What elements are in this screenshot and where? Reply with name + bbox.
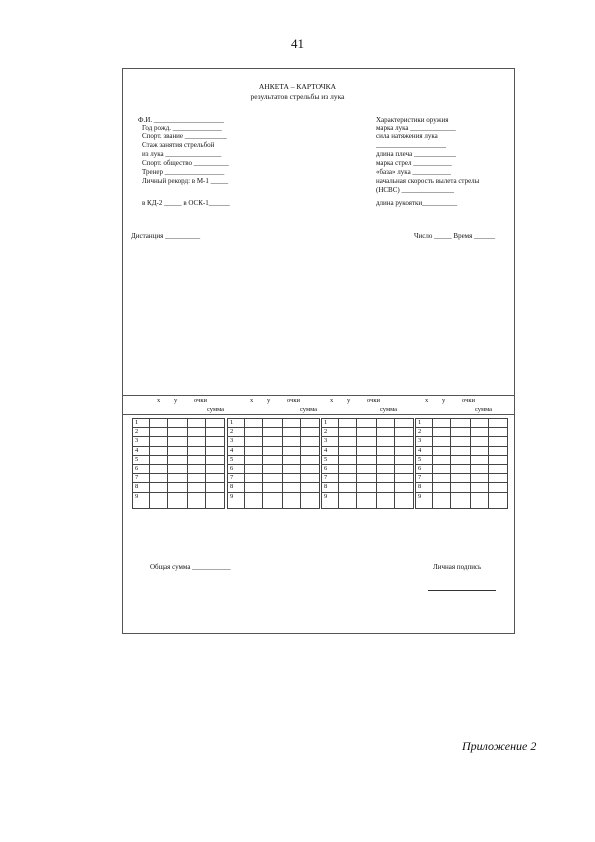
score-cell	[168, 474, 188, 483]
score-cell	[168, 419, 188, 428]
personal-field-3: Стаж занятия стрельбой	[142, 141, 215, 149]
table-row	[322, 483, 414, 492]
header-x-2: х	[250, 397, 254, 404]
row-number: 3	[322, 437, 339, 446]
row-number: 9	[322, 492, 339, 508]
score-cell	[471, 437, 489, 446]
score-cell	[206, 464, 225, 473]
score-cell	[283, 419, 301, 428]
row-number: 1	[416, 419, 433, 428]
score-cell	[377, 437, 395, 446]
row-number: 1	[133, 419, 150, 428]
score-cell	[377, 492, 395, 508]
score-cell	[263, 455, 283, 464]
score-cell	[150, 428, 168, 437]
score-cell	[433, 455, 451, 464]
score-cell	[357, 464, 377, 473]
row-number: 5	[133, 455, 150, 464]
row-number: 1	[228, 419, 245, 428]
row-number: 2	[416, 428, 433, 437]
row-number: 4	[322, 446, 339, 455]
score-cell	[395, 483, 414, 492]
score-cell	[188, 455, 206, 464]
table-row	[133, 464, 225, 473]
header-sum-3: сумма	[380, 406, 398, 413]
personal-field-7: Личный рекорд: в М-1 _____	[142, 177, 229, 185]
score-cell	[357, 483, 377, 492]
personal-field-2: Спорт. звание ____________	[142, 132, 227, 140]
score-cell	[489, 419, 508, 428]
score-cell	[451, 492, 471, 508]
score-cell	[451, 428, 471, 437]
score-cell	[168, 455, 188, 464]
total-sum-field: Общая сумма ___________	[150, 563, 231, 571]
table-row	[416, 492, 508, 508]
table-row	[322, 419, 414, 428]
header-x-4: х	[425, 397, 429, 404]
table-row	[322, 428, 414, 437]
score-cell	[395, 419, 414, 428]
weapon-field-4: длина плеча ____________	[376, 150, 456, 158]
row-number: 8	[322, 483, 339, 492]
card-title: АНКЕТА – КАРТОЧКА	[258, 82, 337, 91]
score-cell	[301, 419, 320, 428]
score-cell	[433, 419, 451, 428]
row-number: 8	[416, 483, 433, 492]
score-cell	[206, 419, 225, 428]
score-cell	[471, 483, 489, 492]
row-number: 1	[322, 419, 339, 428]
score-cell	[168, 437, 188, 446]
table-row	[322, 437, 414, 446]
score-cell	[245, 483, 263, 492]
score-cell	[489, 428, 508, 437]
weapon-field-1: марка лука _____________	[376, 124, 456, 132]
row-number: 6	[133, 464, 150, 473]
weapon-field-6: «база» лука ___________	[376, 168, 451, 176]
score-cell	[283, 492, 301, 508]
row-number: 4	[228, 446, 245, 455]
header-y-4: у	[442, 397, 446, 404]
row-number: 5	[228, 455, 245, 464]
score-cell	[263, 446, 283, 455]
weapon-field-5: марка стрел ___________	[376, 159, 452, 167]
row-number: 4	[416, 446, 433, 455]
score-cell	[433, 483, 451, 492]
score-cell	[283, 483, 301, 492]
table-row	[228, 483, 320, 492]
score-table-2	[227, 418, 320, 509]
table-row	[133, 437, 225, 446]
score-cell	[377, 455, 395, 464]
score-cell	[188, 437, 206, 446]
score-cell	[150, 464, 168, 473]
score-cell	[489, 492, 508, 508]
score-cell	[357, 437, 377, 446]
row-number: 4	[133, 446, 150, 455]
distance-field: Дистанция __________	[131, 232, 201, 240]
header-x-3: х	[330, 397, 334, 404]
score-cell	[283, 464, 301, 473]
row-number: 5	[416, 455, 433, 464]
score-cell	[471, 455, 489, 464]
score-cell	[188, 464, 206, 473]
table-row	[133, 455, 225, 464]
score-cell	[245, 446, 263, 455]
score-cell	[489, 474, 508, 483]
table-row	[322, 492, 414, 508]
score-cell	[489, 464, 508, 473]
score-cell	[245, 492, 263, 508]
score-cell	[188, 428, 206, 437]
header-points-2: очки	[287, 397, 300, 404]
header-sum-2: сумма	[300, 406, 318, 413]
score-cell	[357, 446, 377, 455]
card-subtitle: результатов стрельбы из лука	[250, 92, 345, 101]
score-cell	[283, 474, 301, 483]
score-cell	[150, 446, 168, 455]
personal-field-4: из лука ________________	[142, 150, 222, 158]
score-cell	[471, 474, 489, 483]
weapon-field-8: (НСВС) _______________	[376, 186, 454, 194]
table-row	[322, 446, 414, 455]
row-number: 6	[322, 464, 339, 473]
score-cell	[377, 428, 395, 437]
score-cell	[168, 446, 188, 455]
score-cell	[339, 455, 357, 464]
header-points-4: очки	[462, 397, 475, 404]
score-cell	[245, 428, 263, 437]
score-cell	[433, 446, 451, 455]
header-points-3: очки	[367, 397, 380, 404]
score-cell	[489, 446, 508, 455]
table-row	[416, 419, 508, 428]
score-cell	[395, 455, 414, 464]
header-x-1: х	[157, 397, 161, 404]
table-row	[228, 419, 320, 428]
score-cell	[357, 492, 377, 508]
score-cell	[339, 428, 357, 437]
score-cell	[301, 474, 320, 483]
table-row	[322, 464, 414, 473]
score-cell	[283, 428, 301, 437]
score-cell	[339, 474, 357, 483]
score-cell	[283, 437, 301, 446]
table-row	[228, 455, 320, 464]
score-cell	[339, 419, 357, 428]
score-cell	[245, 419, 263, 428]
score-cell	[451, 483, 471, 492]
score-cell	[339, 492, 357, 508]
score-cell	[451, 474, 471, 483]
table-row	[416, 446, 508, 455]
score-cell	[150, 474, 168, 483]
score-cell	[150, 492, 168, 508]
table-row	[133, 446, 225, 455]
score-table-header	[122, 395, 515, 415]
appendix-label: Приложение 2	[462, 739, 537, 753]
table-row	[133, 474, 225, 483]
score-cell	[263, 474, 283, 483]
table-row	[228, 464, 320, 473]
score-cell	[263, 428, 283, 437]
score-cell	[263, 464, 283, 473]
row-number: 7	[322, 474, 339, 483]
score-cell	[301, 455, 320, 464]
header-sum-4: сумма	[475, 406, 493, 413]
score-cell	[471, 464, 489, 473]
table-row	[416, 474, 508, 483]
header-points-1: очки	[194, 397, 207, 404]
score-table-1	[132, 418, 225, 509]
signature-line	[428, 590, 496, 591]
score-cell	[283, 455, 301, 464]
table-row	[228, 492, 320, 508]
weapon-field-2: сила натяжения лука	[376, 132, 438, 140]
row-number: 7	[133, 474, 150, 483]
score-cell	[301, 446, 320, 455]
score-cell	[395, 437, 414, 446]
page-number: 41	[291, 36, 304, 51]
score-cell	[357, 419, 377, 428]
row-number: 3	[133, 437, 150, 446]
score-cell	[245, 455, 263, 464]
score-cell	[168, 428, 188, 437]
table-row	[133, 428, 225, 437]
score-cell	[188, 474, 206, 483]
table-row	[133, 419, 225, 428]
header-y-3: у	[347, 397, 351, 404]
row-number: 6	[416, 464, 433, 473]
table-row	[416, 455, 508, 464]
row-number: 7	[228, 474, 245, 483]
score-cell	[395, 464, 414, 473]
table-row	[228, 474, 320, 483]
score-cell	[263, 419, 283, 428]
header-y-1: у	[174, 397, 178, 404]
row-number: 8	[133, 483, 150, 492]
score-cell	[339, 464, 357, 473]
score-cell	[451, 419, 471, 428]
row-number: 2	[322, 428, 339, 437]
row-number: 7	[416, 474, 433, 483]
weapon-field-7: начальная скорость вылета стрелы	[376, 177, 480, 185]
score-cell	[188, 446, 206, 455]
header-sum-1: сумма	[207, 406, 225, 413]
score-cell	[206, 483, 225, 492]
score-cell	[206, 492, 225, 508]
score-cell	[283, 446, 301, 455]
score-cell	[188, 483, 206, 492]
score-cell	[489, 455, 508, 464]
score-cell	[433, 464, 451, 473]
table-row	[322, 474, 414, 483]
score-cell	[206, 446, 225, 455]
score-cell	[150, 455, 168, 464]
row-number: 9	[416, 492, 433, 508]
row-number: 5	[322, 455, 339, 464]
score-cell	[168, 492, 188, 508]
score-table-4	[415, 418, 508, 509]
score-cell	[471, 446, 489, 455]
score-cell	[263, 492, 283, 508]
score-cell	[263, 483, 283, 492]
score-cell	[301, 428, 320, 437]
score-cell	[471, 492, 489, 508]
score-cell	[433, 437, 451, 446]
row-number: 9	[133, 492, 150, 508]
score-cell	[489, 437, 508, 446]
personal-field-0: Ф.И. ____________________	[138, 116, 224, 124]
score-cell	[339, 446, 357, 455]
score-cell	[150, 483, 168, 492]
score-cell	[451, 455, 471, 464]
score-cell	[377, 419, 395, 428]
score-cell	[150, 419, 168, 428]
score-cell	[471, 419, 489, 428]
personal-field-6: Тренер _________________	[142, 168, 225, 176]
table-row	[416, 464, 508, 473]
row-number: 3	[228, 437, 245, 446]
score-cell	[395, 492, 414, 508]
score-cell	[377, 483, 395, 492]
score-cell	[433, 474, 451, 483]
row-number: 3	[416, 437, 433, 446]
score-cell	[301, 437, 320, 446]
score-cell	[301, 492, 320, 508]
table-row	[228, 446, 320, 455]
score-cell	[395, 474, 414, 483]
score-cell	[206, 437, 225, 446]
score-cell	[471, 428, 489, 437]
table-row	[228, 437, 320, 446]
score-cell	[245, 437, 263, 446]
score-cell	[357, 428, 377, 437]
table-row	[133, 483, 225, 492]
score-cell	[245, 474, 263, 483]
table-row	[322, 455, 414, 464]
score-cell	[433, 492, 451, 508]
row-number: 6	[228, 464, 245, 473]
score-cell	[395, 428, 414, 437]
score-cell	[188, 492, 206, 508]
score-cell	[377, 464, 395, 473]
personal-field-1: Год рожд. ______________	[142, 124, 222, 132]
row-number: 2	[133, 428, 150, 437]
score-cell	[357, 455, 377, 464]
score-cell	[168, 464, 188, 473]
score-cell	[377, 446, 395, 455]
weapon-field-9: длина рукоятки__________	[376, 199, 458, 207]
score-cell	[150, 437, 168, 446]
score-table-3	[321, 418, 414, 509]
score-cell	[245, 464, 263, 473]
score-cell	[339, 437, 357, 446]
score-cell	[451, 446, 471, 455]
score-cell	[168, 483, 188, 492]
row-number: 8	[228, 483, 245, 492]
table-row	[228, 428, 320, 437]
table-row	[416, 428, 508, 437]
table-row	[416, 483, 508, 492]
row-number: 9	[228, 492, 245, 508]
score-cell	[206, 455, 225, 464]
personal-field-5: Спорт. общество __________	[142, 159, 229, 167]
row-number: 2	[228, 428, 245, 437]
signature-label: Личная подпись	[433, 563, 482, 571]
score-cell	[301, 483, 320, 492]
table-row	[133, 492, 225, 508]
score-cell	[377, 474, 395, 483]
score-cell	[206, 474, 225, 483]
score-cell	[451, 464, 471, 473]
score-cell	[339, 483, 357, 492]
date-time-field: Число _____ Время ______	[414, 232, 496, 240]
table-row	[416, 437, 508, 446]
score-cell	[263, 437, 283, 446]
header-y-2: у	[267, 397, 271, 404]
weapon-field-3: ____________________	[376, 141, 446, 149]
score-cell	[206, 428, 225, 437]
score-cell	[357, 474, 377, 483]
score-cell	[433, 428, 451, 437]
weapon-field-0: Характеристики оружия	[376, 116, 449, 124]
personal-field-9: в КД-2 _____ в ОСК-1______	[142, 199, 230, 207]
score-cell	[395, 446, 414, 455]
score-cell	[301, 464, 320, 473]
score-cell	[451, 437, 471, 446]
score-cell	[489, 483, 508, 492]
score-cell	[188, 419, 206, 428]
